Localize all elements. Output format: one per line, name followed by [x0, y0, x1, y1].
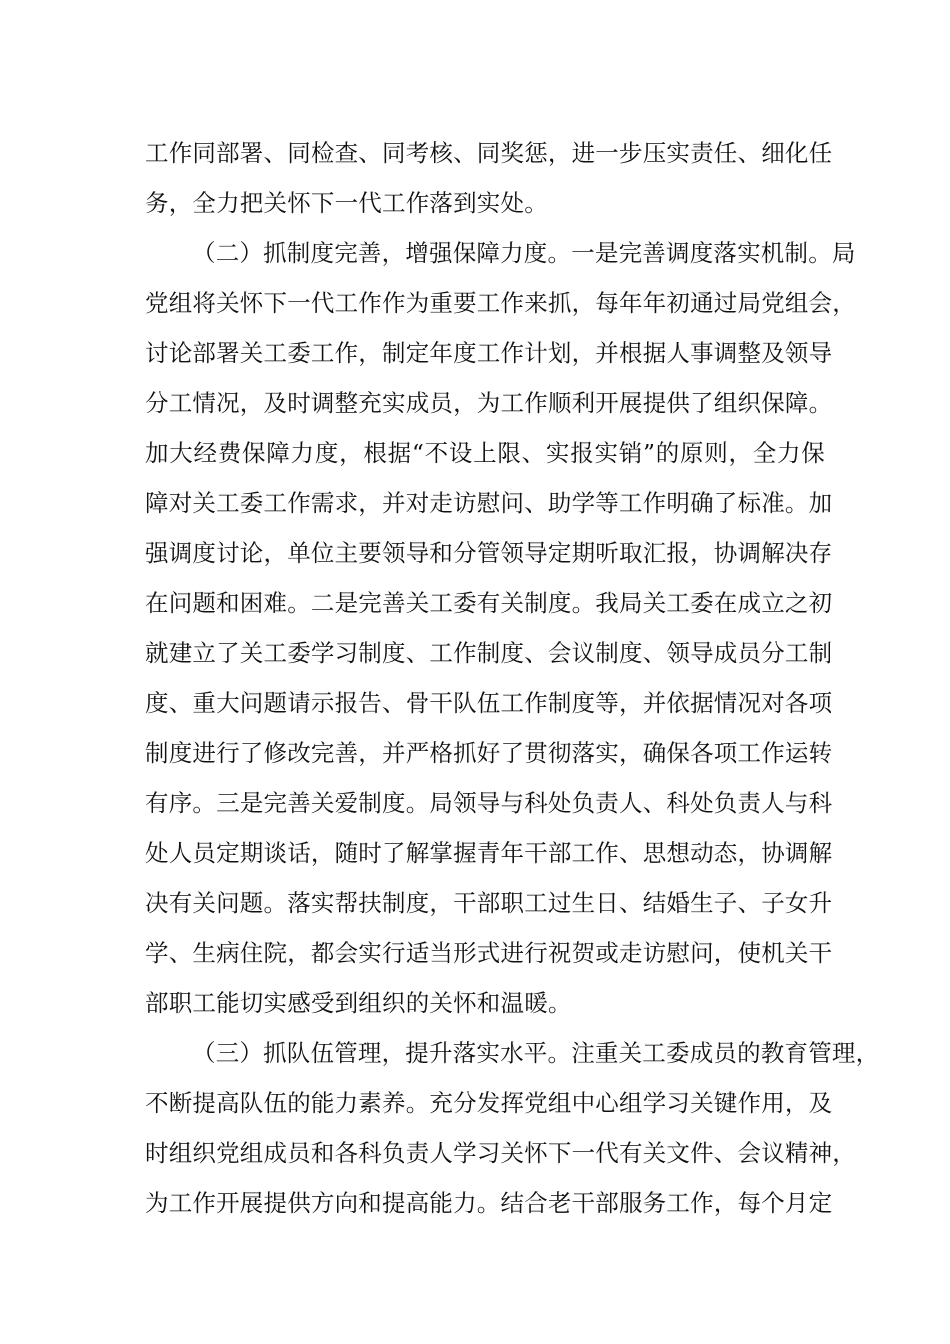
text-line: 学、生病住院，都会实行适当形式进行祝贺或走访慰问，使机关干: [145, 939, 833, 967]
text-line: 在问题和困难。二是完善关工委有关制度。我局关工委在成立之初: [145, 589, 833, 617]
text-line: 有序。三是完善关爱制度。局领导与科处负责人、科处负责人与科: [145, 789, 833, 817]
text-line: 工作同部署、同检查、同考核、同奖惩，进一步压实责任、细化任: [145, 139, 833, 167]
text-line: 就建立了关工委学习制度、工作制度、会议制度、领导成员分工制: [145, 639, 833, 667]
text-line: 讨论部署关工委工作，制定年度工作计划，并根据人事调整及领导: [145, 339, 833, 367]
text-line: 党组将关怀下一代工作作为重要工作来抓，每年年初通过局党组会，: [145, 289, 856, 317]
text-line: 障对关工委工作需求，并对走访慰问、助学等工作明确了标准。加: [145, 489, 833, 517]
text-line: 务，全力把关怀下一代工作落到实处。: [145, 189, 548, 217]
paragraph-start-line: （三）抓队伍管理，提升落实水平。注重关工委成员的教育管理，: [192, 1039, 880, 1067]
text-line: 制度进行了修改完善，并严格抓好了贯彻落实，确保各项工作运转: [145, 739, 833, 767]
text-line: 分工情况，及时调整充实成员，为工作顺利开展提供了组织保障。: [145, 389, 833, 417]
text-line: 处人员定期谈话，随时了解掌握青年干部工作、思想动态，协调解: [145, 839, 833, 867]
text-line: 度、重大问题请示报告、骨干队伍工作制度等，并依据情况对各项: [145, 689, 833, 717]
text-line: 为工作开展提供方向和提高能力。结合老干部服务工作，每个月定: [145, 1189, 833, 1217]
paragraph-start-line: （二）抓制度完善，增强保障力度。一是完善调度落实机制。局: [192, 239, 856, 267]
text-line: 不断提高队伍的能力素养。充分发挥党组中心组学习关键作用，及: [145, 1089, 833, 1117]
text-line: 强调度讨论，单位主要领导和分管领导定期听取汇报，协调解决存: [145, 539, 833, 567]
text-line: 部职工能切实感受到组织的关怀和温暖。: [145, 989, 572, 1017]
text-line: 时组织党组成员和各科负责人学习关怀下一代有关文件、会议精神，: [145, 1139, 856, 1167]
text-line: 加大经费保障力度，根据“不设上限、实报实销”的原则，全力保: [145, 439, 825, 467]
body-text: [145, 128, 880, 1228]
text-line: 决有关问题。落实帮扶制度，干部职工过生日、结婚生子、子女升: [145, 889, 833, 917]
